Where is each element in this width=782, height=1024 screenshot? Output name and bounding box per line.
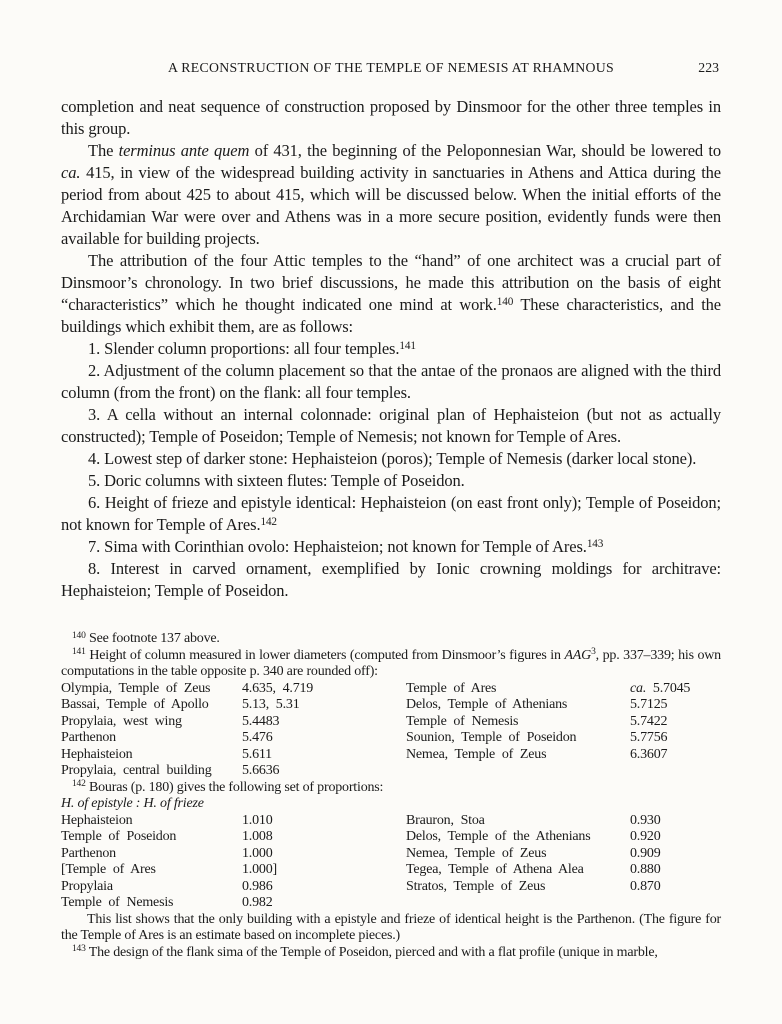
building-value: 0.880 [630,862,661,877]
building-value: 1.000 [242,845,273,861]
paragraph: 1. Slender column proportions: all four temples.$^{141}$ [88,339,416,358]
building-value: 0.982 [242,895,273,910]
footnote-table-row [61,747,721,764]
building-name: Hephaisteion [61,812,133,828]
building-name: Hephaisteion [61,746,133,762]
building-name: Nemea, Temple of Zeus [406,845,547,861]
footnote-143: $^{143}$ The design of the flank sima of the Temple of Poseidon, pierced and with a flat profile (unique in marble, [72,944,658,960]
building-name: Tegea, Temple of Athena Alea [406,862,584,877]
building-value: 4.635, 4.719 [242,680,314,696]
body-text [61,96,721,602]
building-value [630,895,721,912]
paragraph: 8. Interest in carved ornament, exemplified by Ionic crowning moldings for architrave: Hephaisteion; Temple of Poseidon. [61,559,721,600]
footnote-table-row [61,763,721,780]
building-value: 5.611 [242,746,272,762]
building-name [406,895,630,912]
building-value: 0.870 [630,878,661,894]
paragraph: 2. Adjustment of the column placement so that the antae of the pronaos are aligned with the third column (from the front) on the flank: all four temples. [61,361,721,402]
building-name: Bassai, Temple of Apollo [61,697,209,712]
building-value: 5.13, 5.31 [242,697,300,712]
building-value: 1.010 [242,812,273,828]
building-value: 6.3607 [630,746,668,762]
building-name: Propylaia, central building [61,763,212,778]
paragraph: 3. A cella without an internal colonnade: original plan of Hephaisteion (but not as actually constructed); Temple of Poseidon; Temple of Nemesis; not known for Temple of Ares. [61,405,721,446]
building-name: Temple of Nemesis [406,713,519,729]
building-name: Propylaia, west wing [61,713,182,729]
footnote-number: 141 [72,647,86,658]
building-name: Delos, Temple of Athenians [406,697,568,712]
building-value: 5.4483 [242,713,280,729]
building-value: 0.930 [630,812,661,828]
footnotes [61,631,721,961]
building-name: Parthenon [61,845,116,861]
footnote-table-row [61,895,721,912]
page-number: 223 [698,60,719,75]
footnote-table-row [61,829,721,846]
building-name: Temple of Ares [406,680,497,696]
building-value: 5.7422 [630,713,668,729]
footnote-141-table [61,681,721,780]
page-title: A RECONSTRUCTION OF THE TEMPLE OF NEMESIS AT RHAMNOUS [168,60,614,75]
building-value: 1.000] [242,862,277,877]
paragraph: 6. Height of frieze and epistyle identical: Hephaisteion (on east front only); Temple of Poseidon; not known for Temple of Ares.$^{142}$ [61,493,721,534]
building-name: Delos, Temple of the Athenians [406,829,591,844]
building-name: Brauron, Stoa [406,812,485,828]
footnote-140: $^{140}$ See footnote 137 above. [72,630,220,646]
footnote-number: 142 [72,779,86,790]
footnote-142-table [61,813,721,912]
building-name: Temple of Poseidon [61,829,177,844]
building-value: 0.909 [630,845,661,861]
footnote-table-row [61,879,721,896]
footnote-table-row [61,846,721,863]
footnote-table-row [61,714,721,731]
building-name: Nemea, Temple of Zeus [406,746,547,762]
paragraph: The attribution of the four Attic temples to the “hand” of one architect was a crucial part of Dinsmoor’s chronology. In two brief discussions, he made this attribution on the basis of eight “characteristics” which he thought indicated one mind at work.$^{140}$ These characteristics, and the buildings which exhibit them, are as follows: [61,251,721,336]
building-name: Parthenon [61,730,116,745]
footnote-142-note: This list shows that the only building with a epistyle and frieze of identical height is the Parthenon. (The figure for the Temple of Ares is an estimate based on incomplete pieces.) [61,911,721,943]
building-value: 5.7125 [630,697,668,712]
building-value: ca. 5.7045 [630,680,691,696]
footnote-table-row [61,697,721,714]
footnote-142: $^{142}$ Bouras (p. 180) gives the following set of proportions: [72,779,384,795]
paragraph: 4. Lowest step of darker stone: Hephaisteion (poros); Temple of Nemesis (darker local stone). [88,449,697,468]
footnote-number: 143 [72,944,86,955]
building-value: 0.986 [242,878,273,894]
paragraph: 7. Sima with Corinthian ovolo: Hephaisteion; not known for Temple of Ares.$^{143}$ [88,537,604,556]
building-value: 5.6636 [242,763,280,778]
building-name: Temple of Nemesis [61,895,174,910]
footnote-table-row [61,862,721,879]
building-name: Propylaia [61,878,113,894]
building-name: Stratos, Temple of Zeus [406,878,546,894]
running-head [61,60,721,76]
footnote-table-row [61,681,721,698]
building-value [630,763,721,780]
building-value: 0.920 [630,829,661,844]
paragraph: 5. Doric columns with sixteen flutes: Temple of Poseidon. [88,471,465,490]
footnote-table-row [61,730,721,747]
footnote-table-row [61,813,721,830]
building-name: [Temple of Ares [61,862,156,877]
footnote-number: 140 [72,630,86,641]
building-value: 5.476 [242,730,273,745]
paragraph: The terminus ante quem of 431, the beginning of the Peloponnesian War, should be lowered to ca. 415, in view of the widespread building activity in sanctuaries in Athens and Attica during the period from about 425 to about 415, which will be discussed below. When the initial efforts of the Archidamian War were over and Athens was in a more secure position, evidently funds were then available for building projects. [61,141,721,248]
paragraph: completion and neat sequence of construction proposed by Dinsmoor for the other three temples in this group. [61,97,721,138]
building-value: 1.008 [242,829,273,844]
ratio-label: H. of epistyle : H. of frieze [61,796,204,811]
building-name: Olympia, Temple of Zeus [61,680,211,696]
building-value: 5.7756 [630,730,668,745]
building-name: Sounion, Temple of Poseidon [406,730,577,745]
building-name [406,763,630,780]
footnote-141: $^{141}$ Height of column measured in lower diameters (computed from Dinsmoor’s figures in AAG$^3$, pp. 337–339; his own computations in the table opposite p. 340 are rounded off): [61,647,721,679]
